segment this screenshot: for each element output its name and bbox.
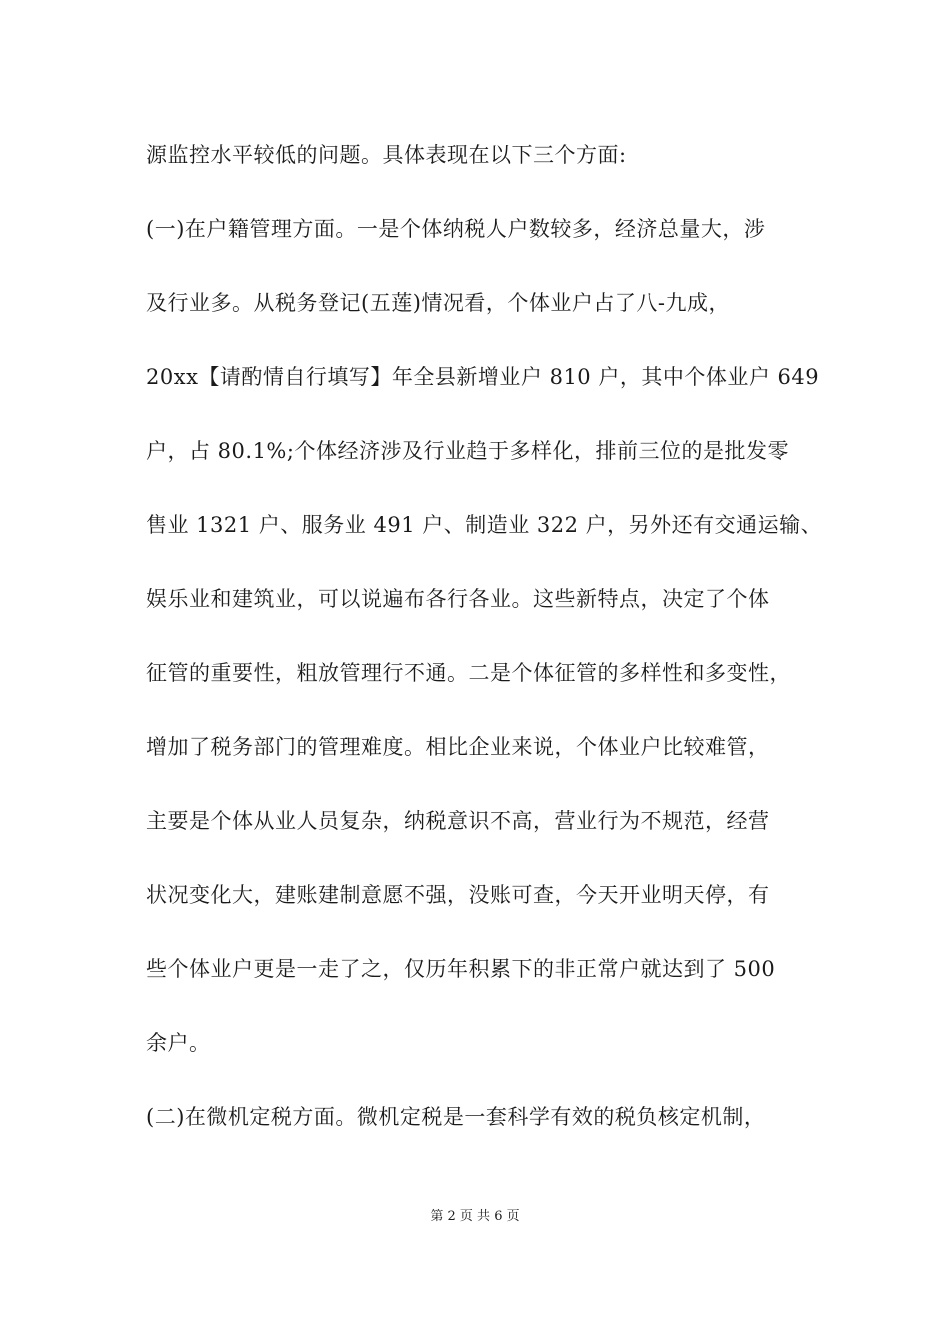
- text-line: 源监控水平较低的问题。具体表现在以下三个方面:: [146, 143, 627, 167]
- text-line: (二)在微机定税方面。微机定税是一套科学有效的税负核定机制，: [146, 1105, 766, 1129]
- page-number: 第 2 页 共 6 页: [430, 1209, 520, 1224]
- text-line: 余户。: [146, 1031, 211, 1055]
- text-line: (一)在户籍管理方面。一是个体纳税人户数较多，经济总量大，涉: [146, 217, 766, 241]
- text-line: 户，占 80.1%;个体经济涉及行业趋于多样化，排前三位的是批发零: [146, 439, 789, 463]
- text-line: 征管的重要性，粗放管理行不通。二是个体征管的多样性和多变性，: [146, 661, 791, 685]
- text-line: 20xx【请酌情自行填写】年全县新增业户 810 户，其中个体业户 649: [146, 365, 820, 389]
- text-line: 状况变化大，建账建制意愿不强，没账可查，今天开业明天停，有: [146, 883, 770, 907]
- text-line: 售业 1321 户、服务业 491 户、制造业 322 户，另外还有交通运输、: [146, 513, 823, 537]
- text-line: 主要是个体从业人员复杂，纳税意识不高，营业行为不规范，经营: [146, 809, 770, 833]
- text-line: 些个体业户更是一走了之，仅历年积累下的非正常户就达到了 500: [146, 957, 776, 981]
- text-line: 及行业多。从税务登记(五莲)情况看，个体业户占了八-九成，: [146, 291, 730, 315]
- body-text: [146, 132, 826, 1168]
- text-line: 增加了税务部门的管理难度。相比企业来说，个体业户比较难管，: [146, 735, 770, 759]
- text-line: 娱乐业和建筑业，可以说遍布各行各业。这些新特点，决定了个体: [146, 587, 770, 611]
